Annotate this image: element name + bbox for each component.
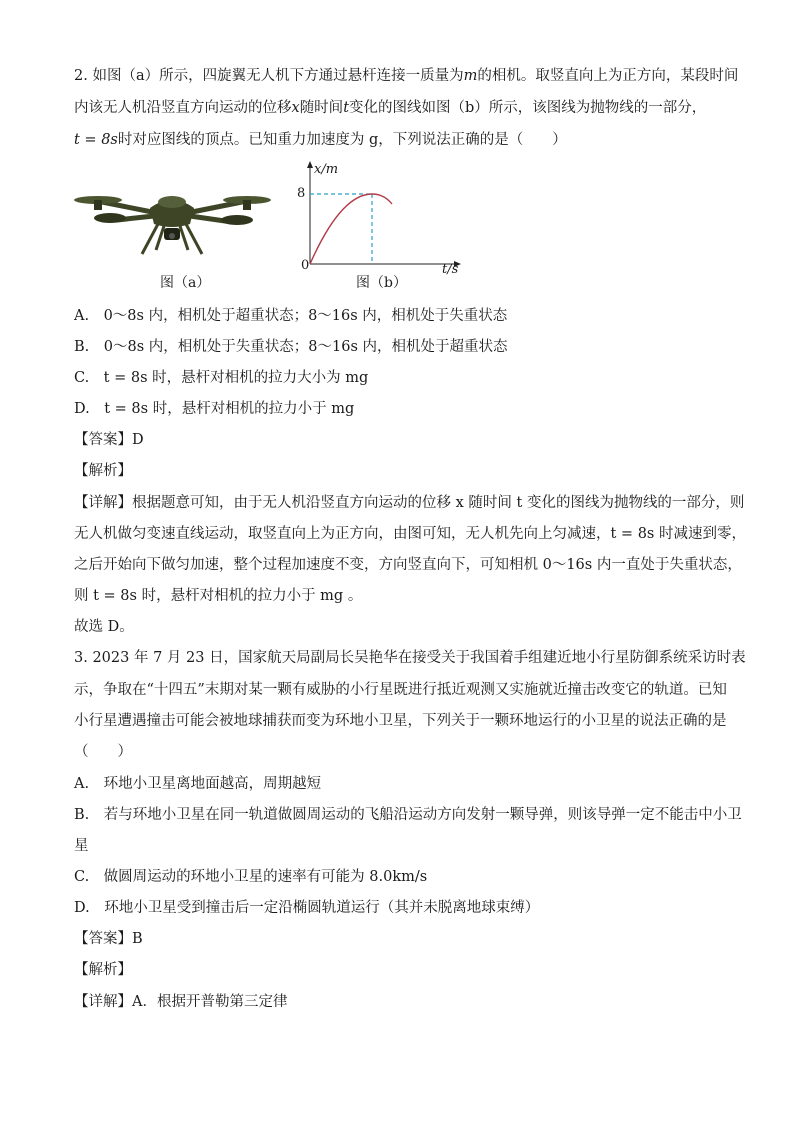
var-t: t — [343, 100, 350, 116]
q2-option-b: B. 0～8s 内，相机处于失重状态；8～16s 内，相机处于超重状态 — [74, 339, 508, 355]
q3-line-3: 小行星遭遇撞击可能会被地球捕获而变为环地小卫星，下列关于一颗环地运行的小卫星的说法正确的是 — [74, 713, 727, 729]
q2-detail-4: 则 t = 8s 时，悬杆对相机的拉力小于 mg 。 — [74, 588, 363, 604]
var-t8: t = 8s — [74, 132, 118, 148]
q2-text: 2. 如图（a）所示，四旋翼无人机下方通过悬杆连接一质量为 — [74, 68, 464, 84]
q2-line-1 — [74, 66, 738, 86]
var-m: m — [463, 68, 478, 84]
q3-option-d: D. 环地小卫星受到撞击后一定沿椭圆轨道运行（其并未脱离地球束缚） — [74, 900, 540, 916]
q2-conclusion: 故选 D。 — [74, 619, 134, 635]
q2-text: 随时间 — [299, 100, 344, 116]
q2-text: 时对应图线的顶点。已知重力加速度为 g，下列说法正确的是（ ） — [117, 132, 567, 148]
q2-text: 的相机。取竖直向上为正方向，某段时间 — [477, 68, 739, 84]
q2-line-3 — [74, 130, 567, 150]
var-x: x — [291, 100, 300, 116]
q3-option-b: B. 若与环地小卫星在同一轨道做圆周运动的飞船沿运动方向发射一颗导弹，则该导弹一定不能击中小卫 — [74, 807, 742, 823]
q2-text: 变化的图线如图（b）所示，该图线为抛物线的一部分， — [349, 100, 707, 116]
q2-option-a: A. 0～8s 内，相机处于超重状态；8～16s 内，相机处于失重状态 — [74, 308, 508, 324]
origin-label: 0 — [301, 258, 310, 273]
q2-answer: 【答案】D — [74, 432, 144, 448]
q3-analysis-heading: 【解析】 — [74, 962, 132, 978]
drone-figure — [72, 180, 272, 258]
q3-line-2: 示，争取在“十四五”末期对某一颗有威胁的小行星既进行抵近观测又实施就近撞击改变它的轨道。已知 — [74, 682, 727, 698]
q2-detail-2: 无人机做匀变速直线运动，取竖直向上为正方向，由图可知，无人机先向上匀减速，t = 8s 时减速到零， — [74, 526, 746, 542]
q3-detail-1: 【详解】A．根据开普勒第三定律 — [74, 994, 288, 1010]
q2-option-d: D. t = 8s 时，悬杆对相机的拉力小于 mg — [74, 401, 355, 417]
q2-detail-3: 之后开始向下做匀加速，整个过程加速度不变，方向竖直向下，可知相机 0～16s 内一直处于失重状态， — [74, 557, 742, 573]
q2-option-c: C. t = 8s 时，悬杆对相机的拉力大小为 mg — [74, 370, 369, 386]
y-tick-8: 8 — [297, 186, 306, 201]
q3-line-1: 3. 2023 年 7 月 23 日，国家航天局副局长吴艳华在接受关于我国着手组建近地小行星防御系统采访时表 — [74, 650, 746, 666]
q2-text: 内该无人机沿竖直方向运动的位移 — [74, 100, 292, 116]
q2-analysis-heading: 【解析】 — [74, 463, 132, 479]
figure-a-caption: 图（a） — [160, 275, 211, 291]
q3-answer: 【答案】B — [74, 931, 143, 947]
q2-detail-1: 【详解】根据题意可知，由于无人机沿竖直方向运动的位移 x 随时间 t 变化的图线为抛物线的一部分，则 — [74, 495, 745, 511]
q3-option-c: C. 做圆周运动的环地小卫星的速率有可能为 8.0km/s — [74, 869, 428, 885]
q3-option-a: A. 环地小卫星离地面越高，周期越短 — [74, 776, 322, 792]
q2-line-2 — [74, 98, 706, 118]
q3-line-4: （ ） — [74, 744, 132, 760]
figure-b-caption: 图（b） — [356, 275, 407, 291]
q3-option-b-cont: 星 — [74, 838, 89, 854]
y-axis-label: x/m — [314, 162, 339, 177]
graph-figure — [296, 160, 466, 280]
x-axis-label: t/s — [442, 262, 459, 277]
